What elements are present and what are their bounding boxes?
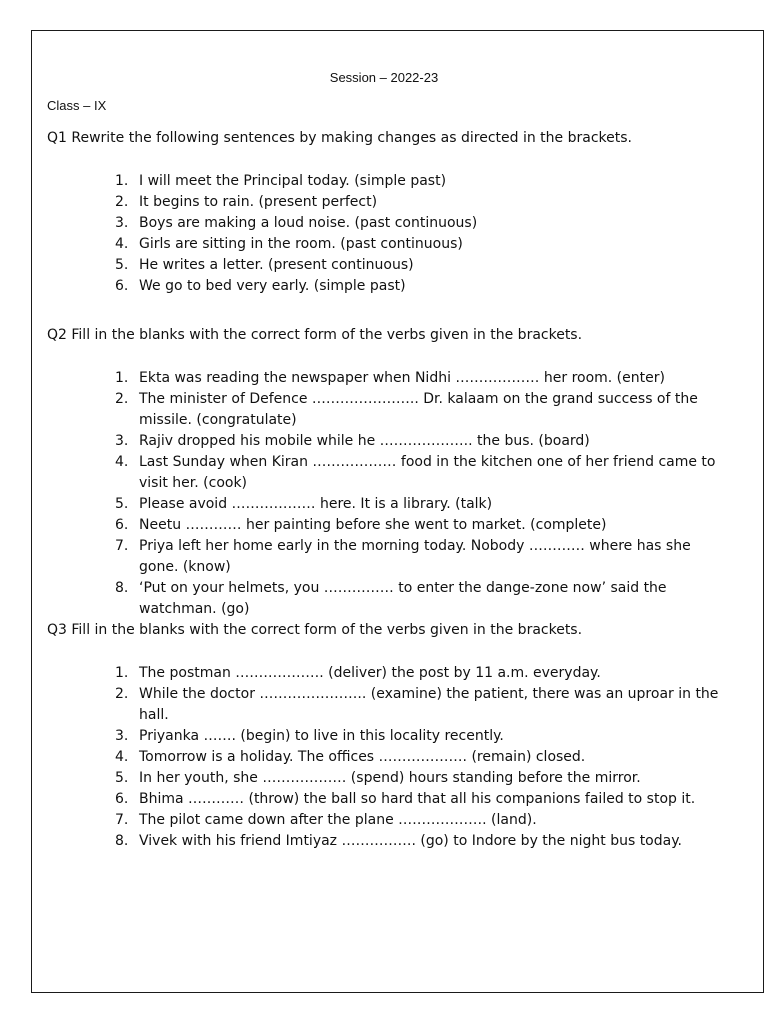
list-item: 1. I will meet the Principal today. (simple past) [115,173,447,189]
q2-heading: Q2 Fill in the blanks with the correct form of the verbs given in the brackets. [47,327,583,343]
list-item: 6. We go to bed very early. (simple past) [115,278,406,294]
list-item: 4. Last Sunday when Kiran ……………… food in the kitchen one of her friend came to visit her. (cook) [115,454,716,491]
q3-list [0,663,720,852]
list-item: 2. While the doctor ………………….. (examine) the patient, there was an uproar in the hall. [115,686,719,723]
list-item: 8. Vivek with his friend Imtiyaz ……………. (go) to Indore by the night bus today. [115,833,682,849]
list-item: 2. It begins to rain. (present perfect) [115,194,378,210]
list-item: 4. Tomorrow is a holiday. The offices ………………. (remain) closed. [115,749,586,765]
list-item: 7. Priya left her home early in the morning today. Nobody ………… where has she gone. (know) [115,538,691,575]
list-item: 1. The postman ………………. (deliver) the post by 11 a.m. everyday. [115,665,601,681]
list-item: 3. Rajiv dropped his mobile while he ……………….. the bus. (board) [115,433,590,449]
list-item: 4. Girls are sitting in the room. (past continuous) [115,236,463,252]
list-item: 5. He writes a letter. (present continuous) [115,257,414,273]
list-item: 5. In her youth, she ……………… (spend) hours standing before the mirror. [115,770,641,786]
list-item: 5. Please avoid ……………… here. It is a library. (talk) [115,496,493,512]
list-item: 1. Ekta was reading the newspaper when Nidhi ……………… her room. (enter) [115,370,665,386]
list-item: 3. Priyanka ……. (begin) to live in this locality recently. [115,728,504,744]
q1-list [0,171,720,297]
list-item: 8. ‘Put on your helmets, you …………… to enter the dange-zone now’ said the watchman. (go) [115,580,667,617]
list-item: 7. The pilot came down after the plane ………………. (land). [115,812,537,828]
q2-list [0,368,720,620]
q3-heading: Q3 Fill in the blanks with the correct form of the verbs given in the brackets. [47,622,583,638]
list-item: 2. The minister of Defence ………………….. Dr. kalaam on the grand success of the missile. (congratulate) [115,391,698,428]
list-item: 6. Neetu ………… her painting before she went to market. (complete) [115,517,607,533]
q1-heading: Q1 Rewrite the following sentences by making changes as directed in the brackets. [47,130,632,146]
list-item: 3. Boys are making a loud noise. (past continuous) [115,215,478,231]
session-title: Session – 2022-23 [329,70,439,85]
class-label: Class – IX [47,98,107,113]
list-item: 6. Bhima ………… (throw) the ball so hard that all his companions failed to stop it. [115,791,696,807]
